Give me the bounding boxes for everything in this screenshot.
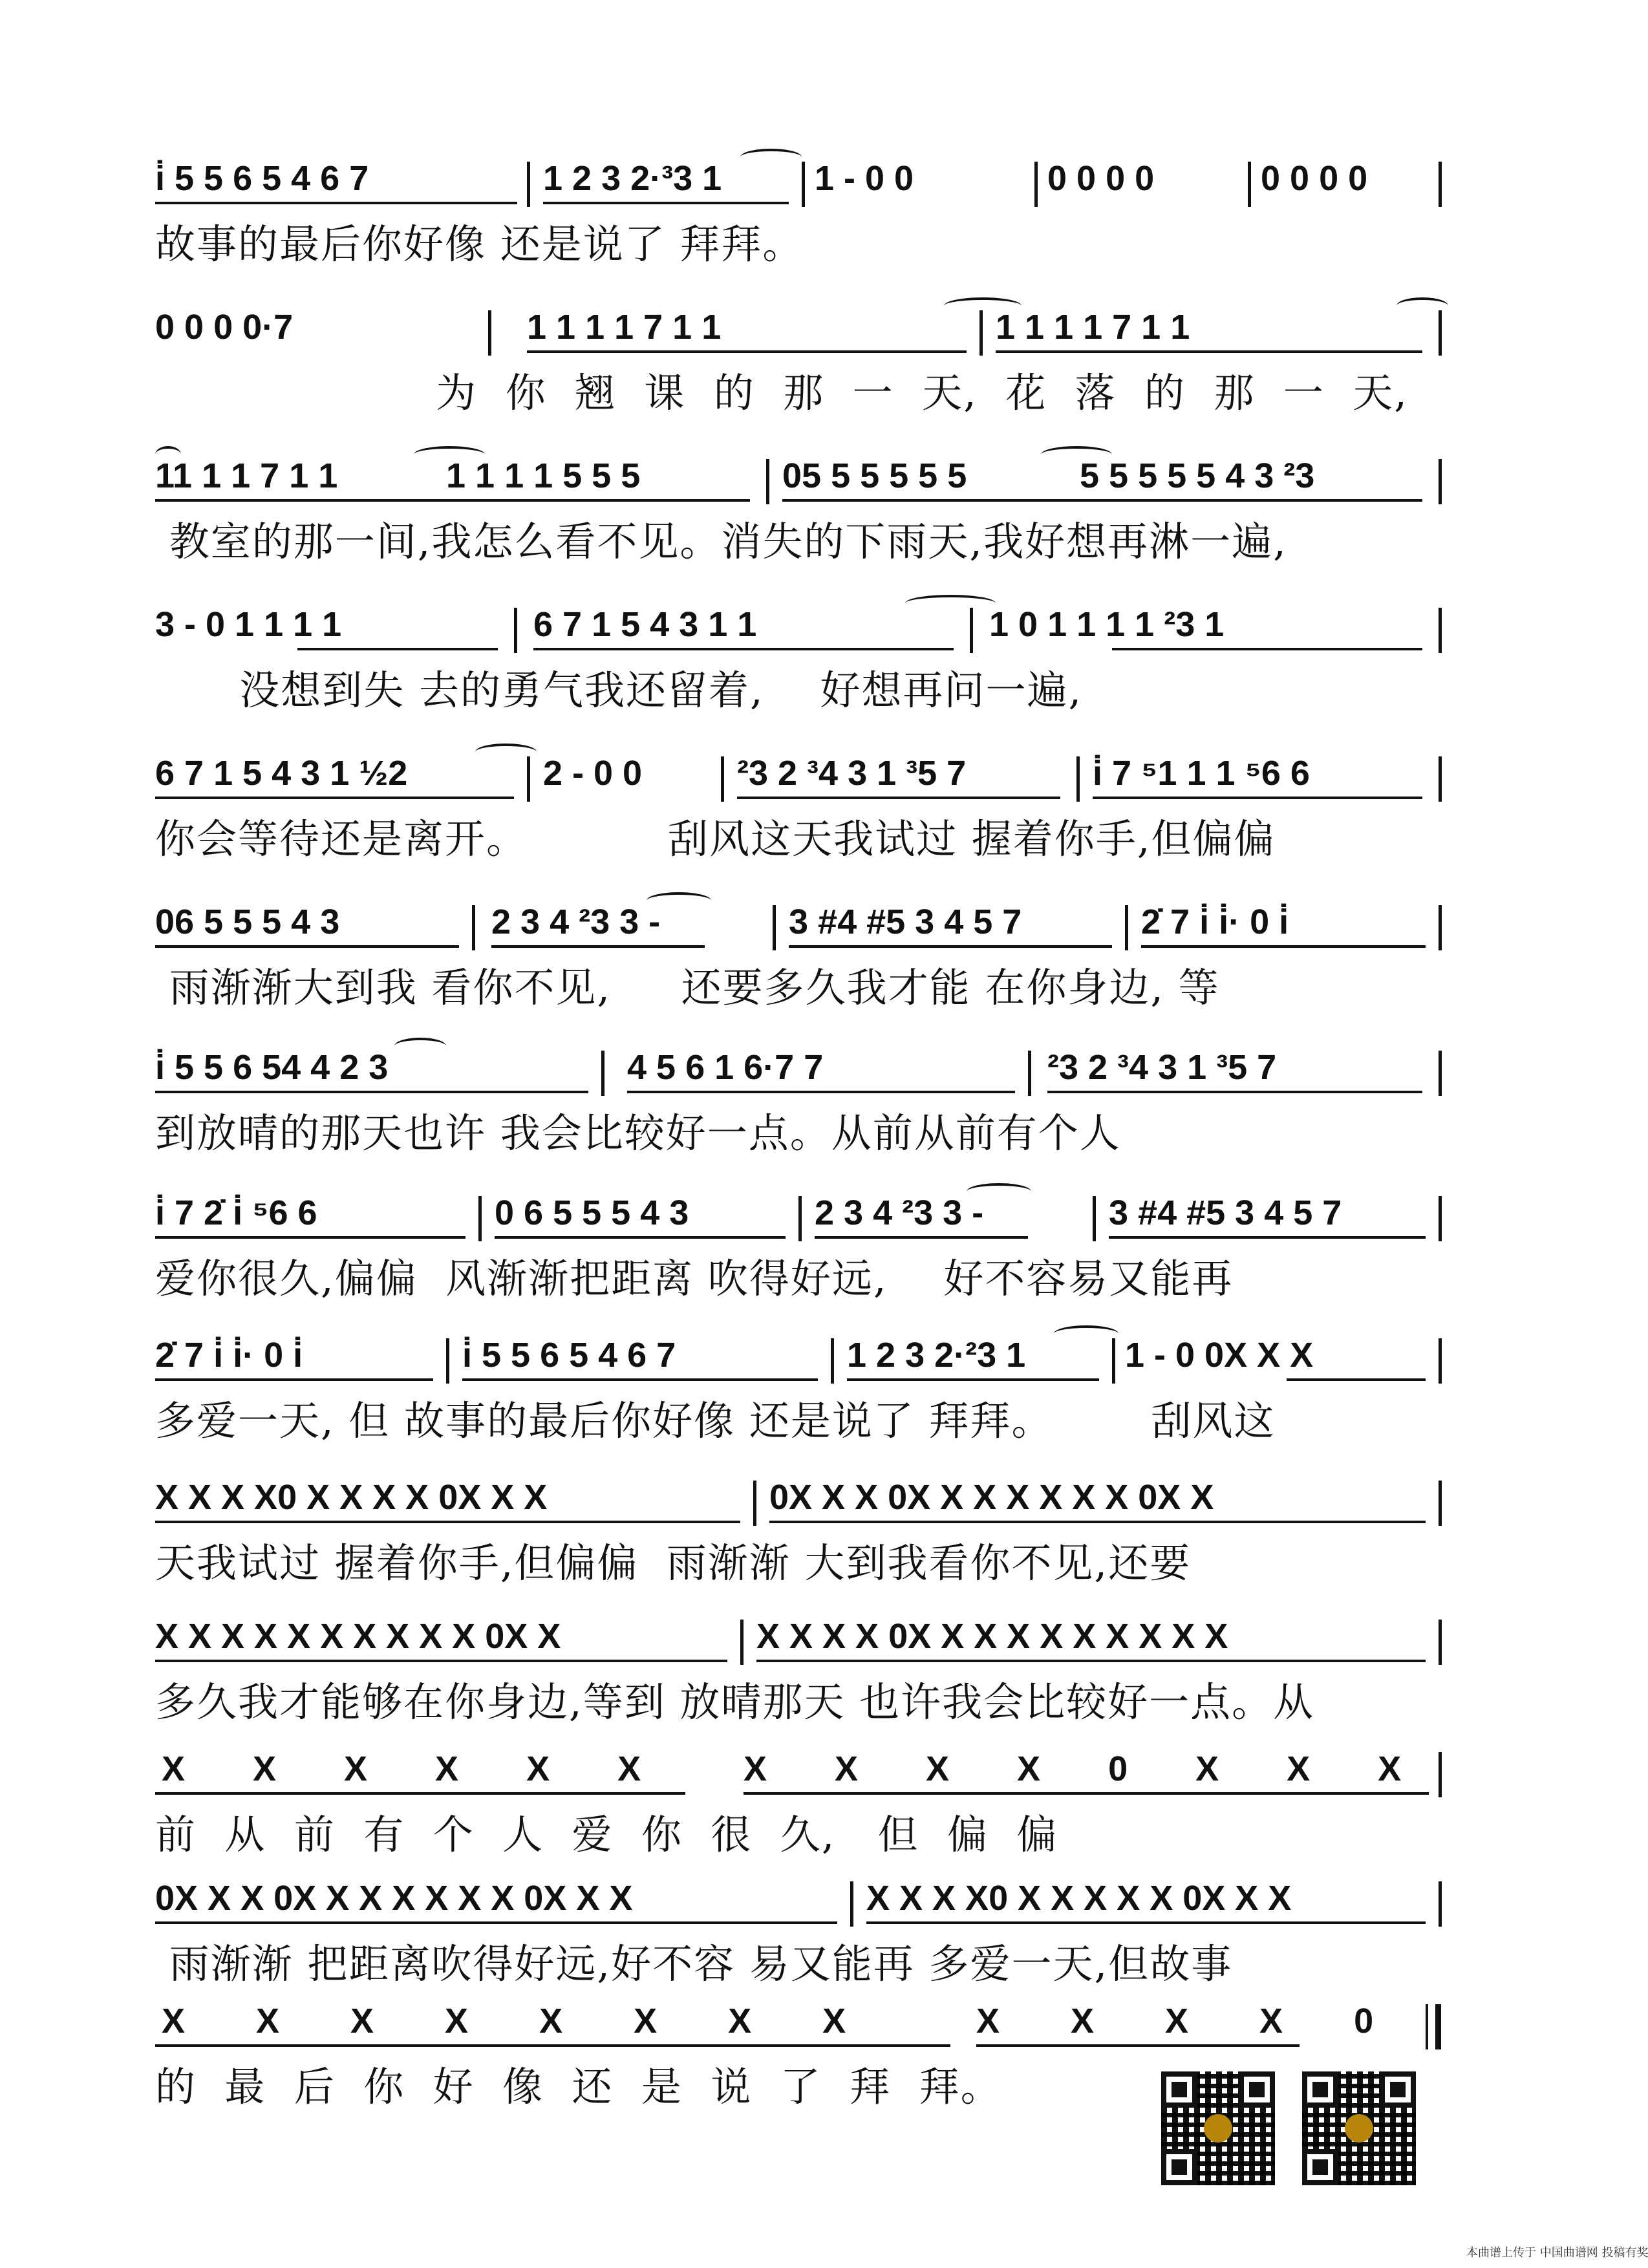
notation-line [155,304,1448,375]
slur-arc [155,446,181,463]
underline-beam [155,1378,433,1381]
underline-beam [155,1091,588,1093]
notation-line [155,1746,1448,1817]
slur-arc [1041,446,1112,463]
underline-beam [1112,648,1422,650]
measure: i̇ 5 5 6 5 4 6 7 [462,1336,676,1375]
measure: ²3 2 ³4 3 1 ³5 7 [1047,1048,1277,1087]
underline-beam [1047,1091,1422,1093]
qr-finder [1161,2071,1197,2108]
measure: 1 2 3 2·³3 1 [543,159,722,198]
barline [773,905,776,950]
lyric-line: 教室的那一间,我怎么看不见。消失的下雨天,我好想再淋一遍, [155,518,1287,565]
slur-arc [1397,297,1448,314]
measure: X X X X0 X X X X 0X X X [155,1478,548,1517]
barline [1439,1620,1442,1665]
measure: 6 7 1 5 4 3 1 ½2 [155,754,408,793]
measure: 0 0 0 0 [1261,159,1368,198]
notation-line [155,1613,1448,1684]
measure: 0X X X 0X X X X X X X 0X X X [155,1879,633,1918]
notation-line [155,1998,1448,2069]
underline-beam [155,797,514,799]
barline [1439,1481,1442,1526]
underline-beam [744,1792,1429,1795]
lyric-line: 的 最 后 你 好 像 还 是 说 了 拜 拜。 [155,2063,1002,2110]
measure: X X X X 0 [976,2002,1374,2040]
final-barline-thick [1435,2004,1441,2049]
underline-beam [1141,945,1426,948]
qr-finder [1302,2149,1338,2185]
underline-beam [155,1660,727,1662]
measure: 1 0 1 1 1 1 ²3 1 [989,605,1225,644]
barline [1439,1752,1442,1797]
measure: i̇ 5 5 6 54 4 2 3 [155,1048,389,1087]
underline-beam [996,350,1422,353]
underline-beam [533,648,954,650]
notation-line [155,601,1448,672]
underline-beam [847,1378,1099,1381]
notation-line [155,1474,1448,1545]
lyric-line: 雨渐渐大到我 看你不见, 还要多久我才能 在你身边, 等 [155,964,1220,1011]
underline-beam [737,797,1060,799]
measure: i̇ 7 2̇ i̇ ⁵6 6 [155,1193,317,1232]
barline [1439,1338,1442,1384]
barline [850,1881,853,1927]
notation-line [155,1875,1448,1946]
underline-beam [155,202,517,204]
slur-arc [740,149,802,166]
slur-arc [647,892,711,909]
barline [1439,1881,1442,1927]
measure: 0 6 5 5 5 4 3 [495,1193,689,1232]
barline [1439,1051,1442,1096]
slur-arc [475,744,537,760]
measure: 1 1 1 1 5 5 5 [446,456,641,495]
underline-beam [155,1521,740,1523]
lyric-line: 天我试过 握着你手,但偏偏 雨渐渐 大到我看你不见,还要 [155,1539,1192,1587]
qr-finder [1161,2149,1197,2185]
barline [514,608,517,653]
measure: 1 - 0 0X X X [1125,1336,1314,1375]
barline [753,1481,756,1526]
barline [1439,162,1442,207]
barline [1439,1196,1442,1241]
barline [831,1338,834,1384]
lyric-line: 到放晴的那天也许 我会比较好一点。从前从前有个人 [155,1109,1121,1157]
underline-beam [155,1921,837,1924]
measure: 4 5 6 1 6·7 7 [627,1048,824,1087]
underline-beam [866,1921,1426,1924]
lyric-line: 多久我才能够在你身边,等到 放晴那天 也许我会比较好一点。从 [155,1678,1315,1726]
measure: 3 #4 #5 3 4 5 7 [789,903,1022,941]
notation-line [155,1044,1448,1115]
lyric-line: 你会等待还是离开。 刮风这天我试过 握着你手,但偏偏 [155,815,1276,862]
barline [527,162,530,207]
measure: 2̇ 7 i̇ i̇· 0 i̇ [155,1336,303,1375]
barline [740,1620,744,1665]
measure: 1 1 1 1 7 1 1 [996,308,1190,347]
qr-logo [1345,2114,1373,2143]
barline [1439,310,1442,356]
lyric-line: 爱你很久,偏偏 风渐渐把距离 吹得好远, 好不容易又能再 [155,1255,1234,1302]
qr-code-left [1159,2069,1278,2188]
measure: 6 7 1 5 4 3 1 1 [533,605,757,644]
barline [721,756,724,802]
measure: X X X X0 X X X X X 0X X X [866,1879,1292,1918]
barline [970,608,973,653]
underline-beam [815,1236,1028,1239]
measure: 0 0 0 0 [1047,159,1155,198]
measure: 1 1 1 1 7 1 1 [527,308,722,347]
notation-line [155,1190,1448,1261]
barline [472,905,475,950]
measure: 0 0 0 0·7 [155,308,294,347]
barline [798,1196,802,1241]
measure: 11 1 1 7 1 1 [155,456,338,495]
lyric-line: 没想到失 去的勇气我还留着, 好想再问一遍, [155,667,1083,714]
lyric-line: 雨渐渐 把距离吹得好远,好不容 易又能再 多爱一天,但故事 [155,1940,1233,1987]
measure: 3 #4 #5 3 4 5 7 [1109,1193,1342,1232]
footer-credit: 本曲谱上传于 中国曲谱网 投稿有奖 [1466,2246,1648,2260]
final-barline-thin [1426,2004,1428,2049]
barline [1248,162,1251,207]
barline [478,1196,482,1241]
notation-line [155,899,1448,970]
barline [979,310,983,356]
underline-beam [495,1236,786,1239]
measure: X X X X X X [162,1749,641,1788]
underline-beam [155,1792,685,1795]
barline [1028,1051,1031,1096]
measure: X X X X 0X X X X X X X X X X [756,1617,1228,1656]
underline-beam [756,1660,1426,1662]
measure: 2 3 4 ²3 3 - [491,903,661,941]
measure: 05 5 5 5 5 5 [782,456,967,495]
measure: 2̇ 7 i̇ i̇· 0 i̇ [1141,903,1289,941]
underline-beam [155,1236,466,1239]
barline [1034,162,1038,207]
notation-line [155,155,1448,226]
underline-beam [782,499,1422,502]
underline-beam [769,1521,1426,1523]
barline [1125,905,1128,950]
underline-beam [155,2044,950,2047]
notation-line [155,453,1448,524]
barline [1076,756,1080,802]
barline [1112,1338,1115,1384]
underline-beam [789,945,1112,948]
slur-arc [414,446,485,463]
underline-beam [1109,1236,1426,1239]
slur-arc [1054,1325,1118,1342]
underline-beam [491,945,705,948]
underline-beam [543,202,789,204]
underline-beam [527,350,967,353]
slur-arc [944,297,1022,314]
underline-beam [627,1091,1015,1093]
measure: ²3 2 ³4 3 1 ³5 7 [737,754,967,793]
barline [802,162,805,207]
underline-beam [462,1378,818,1381]
measure: 2 - 0 0 [543,754,643,793]
underline-beam [1287,1378,1426,1381]
barline [446,1338,449,1384]
measure: 1 2 3 2·²3 1 [847,1336,1026,1375]
qr-finder [1239,2071,1275,2108]
underline-beam [976,2044,1300,2047]
measure: i̇ 5 5 6 5 4 6 7 [155,159,369,198]
barline [1439,608,1442,653]
lyric-line: 为 你 翘 课 的 那 一 天, 花 落 的 那 一 天, [155,369,1408,416]
notation-line [155,750,1448,821]
underline-beam [297,648,498,650]
barline [1439,756,1442,802]
lyric-line: 多爱一天, 但 故事的最后你好像 还是说了 拜拜。 刮风这 [155,1397,1276,1444]
barline [766,459,769,504]
lyric-line: 前 从 前 有 个 人 爱 你 很 久, 但 偏 偏 [155,1811,1058,1858]
slur-arc [905,595,996,612]
underline-beam [155,499,750,502]
measure: 3 - 0 1 1 1 1 [155,605,342,644]
measure: X X X X 0 X X X [744,1749,1402,1788]
qr-finder [1302,2071,1338,2108]
measure: X X X X X X X X [162,2002,846,2040]
barline [527,756,530,802]
barline [1439,459,1442,504]
qr-code-right [1300,2069,1418,2188]
barline [1093,1196,1096,1241]
measure: 06 5 5 5 4 3 [155,903,340,941]
underline-beam [155,945,459,948]
barline [1439,905,1442,950]
slur-arc [394,1038,446,1054]
measure: i̇ 7 ⁵1 1 1 ⁵6 6 [1093,754,1310,793]
slur-arc [967,1183,1031,1200]
barline [601,1051,605,1096]
measure: 2 3 4 ²3 3 - [815,1193,984,1232]
qr-logo [1204,2114,1232,2143]
measure: X X X X X X X X X X 0X X [155,1617,561,1656]
notation-line [155,1332,1448,1403]
lyric-line: 故事的最后你好像 还是说了 拜拜。 [155,220,804,268]
measure: 5 5 5 5 5 4 3 ²3 [1080,456,1315,495]
measure: 0X X X 0X X X X X X X 0X X [769,1478,1214,1517]
qr-finder [1380,2071,1416,2108]
measure: 1 - 0 0 [815,159,914,198]
barline [488,310,491,356]
underline-beam [1093,797,1422,799]
